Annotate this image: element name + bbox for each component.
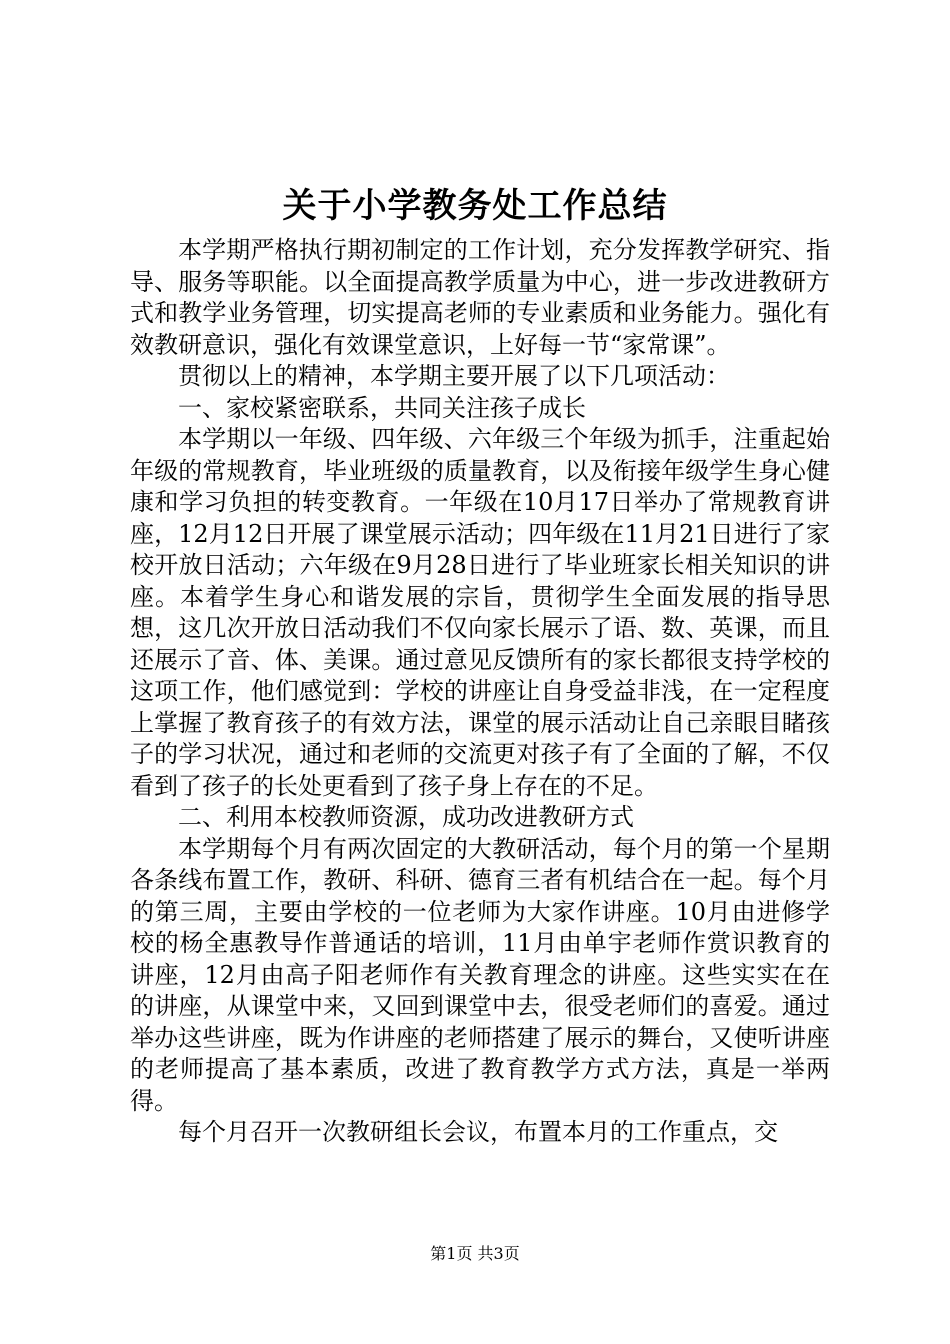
section-heading-2: 二、利用本校教师资源，成功改进教研方式 — [178, 803, 634, 831]
paragraph-activities-lead: 贯彻以上的精神，本学期主要开展了以下几项活动： — [178, 362, 730, 390]
paragraph-intro: 本学期严格执行期初制定的工作计划，充分发挥教学研究、指导、服务等职能。以全面提高教学质量为中心，进一步改进教研方式和教学业务管理，切实提高老师的专业素质和业务能力。强化有效教研意识，强化有效课堂意识，上好每一节“家常课”。 — [130, 236, 830, 359]
document-body — [130, 235, 830, 1149]
paragraph-section-1: 本学期以一年级、四年级、六年级三个年级为抓手，注重起始年级的常规教育，毕业班级的质量教育，以及衔接年级学生身心健康和学习负担的转变教育。一年级在10月17日举办了常规教育讲座，12月12日开展了课堂展示活动；四年级在11月21日进行了家校开放日活动；六年级在9月28日进行了毕业班家长相关知识的讲座。本着学生身心和谐发展的宗旨，贯彻学生全面发展的指导思想，这几次开放日活动我们不仅向家长展示了语、数、英课，而且还展示了音、体、美课。通过意见反馈所有的家长都很支持学校的这项工作，他们感觉到：学校的讲座让自身受益非浅，在一定程度上掌握了教育孩子的有效方法，课堂的展示活动让自己亲眼目睹孩子的学习状况，通过和老师的交流更对孩子有了全面的了解，不仅看到了孩子的长处更看到了孩子身上存在的不足。 — [130, 425, 830, 800]
page-footer: 第1页 共3页 — [430, 1244, 520, 1263]
paragraph-section-2: 本学期每个月有两次固定的大教研活动，每个月的第一个星期各条线布置工作，教研、科研、德育三者有机结合在一起。每个月的第三周，主要由学校的一位老师为大家作讲座。10月由进修学校的杨全惠教导作普通话的培训，11月由单宇老师作赏识教育的讲座，12月由高子阳老师作有关教育理念的讲座。这些实实在在的讲座，从课堂中来，又回到课堂中去，很受老师们的喜爱。通过举办这些讲座，既为作讲座的老师搭建了展示的舞台，又使听讲座的老师提高了基本素质，改进了教育教学方式方法，真是一举两得。 — [130, 834, 830, 1115]
paragraph-meeting: 每个月召开一次教研组长会议，布置本月的工作重点，交 — [178, 1118, 778, 1146]
document-title: 关于小学教务处工作总结 — [282, 186, 668, 226]
section-heading-1: 一、家校紧密联系，共同关注孩子成长 — [178, 393, 586, 422]
